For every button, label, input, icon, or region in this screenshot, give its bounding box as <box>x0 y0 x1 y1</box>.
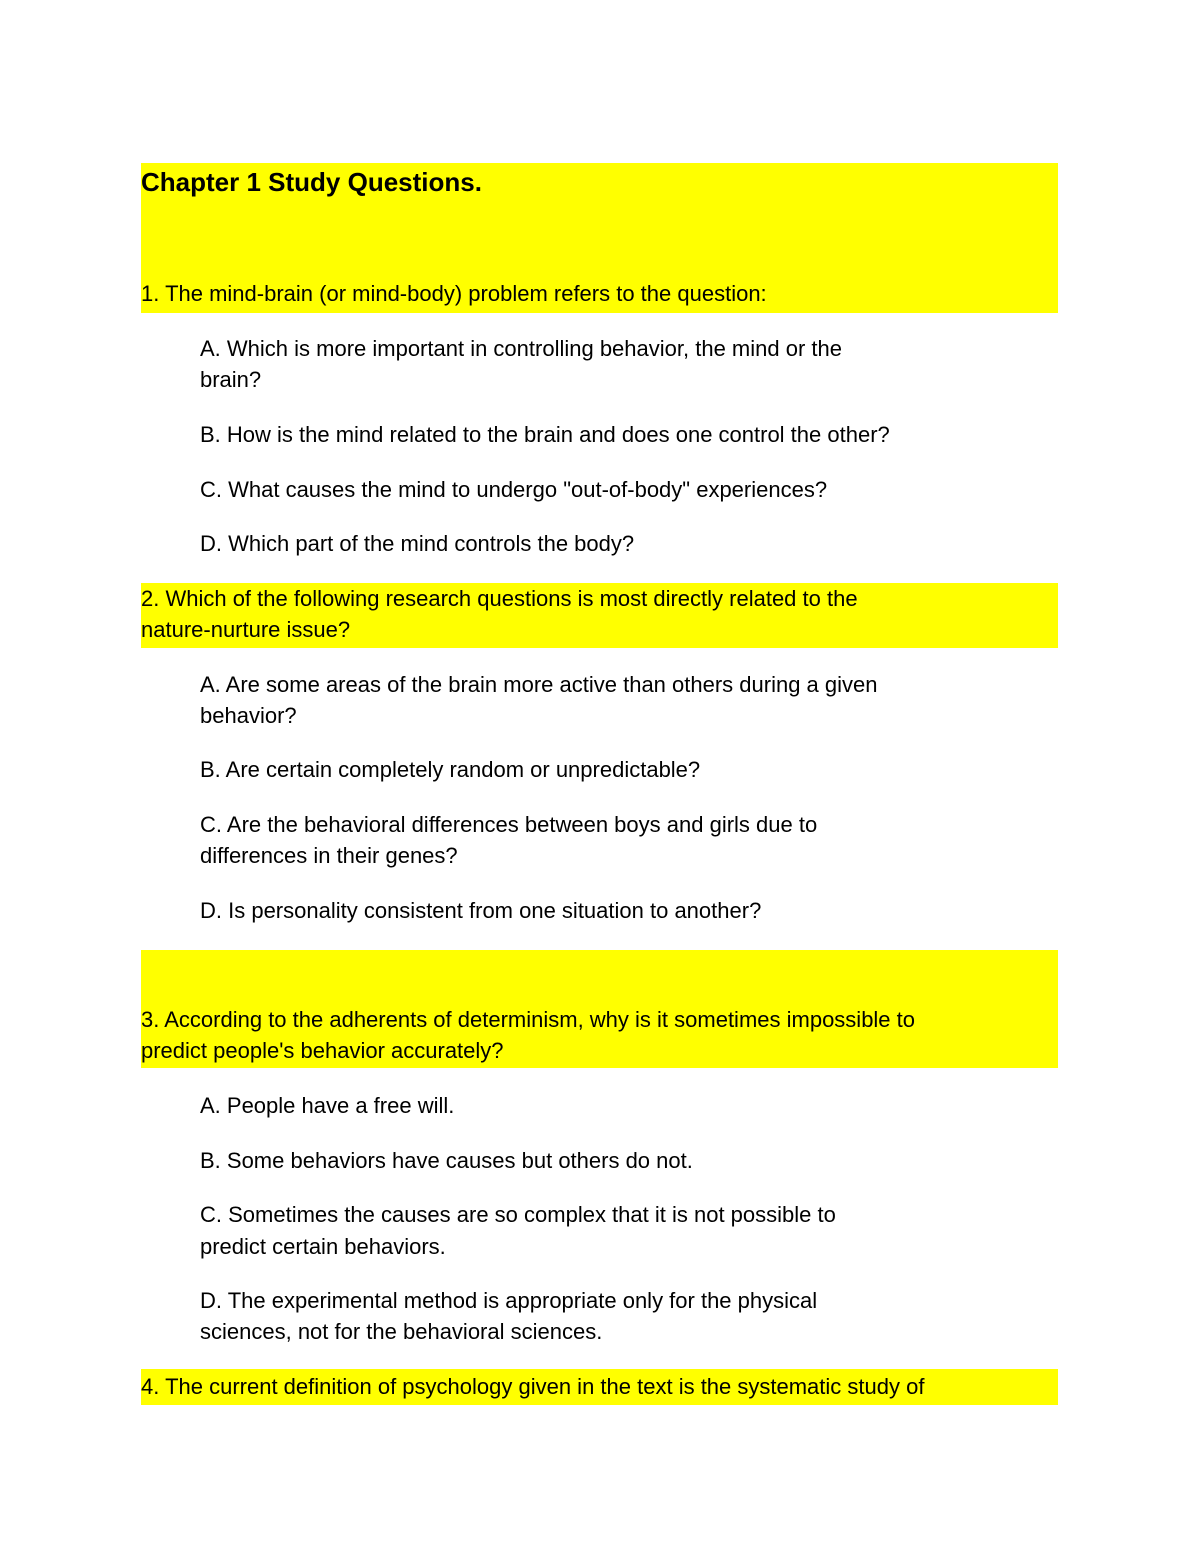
question-1-option-b: B. How is the mind related to the brain and does one control the other? <box>200 422 890 447</box>
question-1-option-d: D. Which part of the mind controls the body? <box>200 531 635 556</box>
question-2-stem: 2. Which of the following research questions is most directly related to the <box>141 586 858 611</box>
question-1-option-c: C. What causes the mind to undergo "out-of-body" experiences? <box>200 477 828 502</box>
question-2-option-c: C. Are the behavioral differences between boys and girls due to <box>200 812 818 837</box>
question-3-option-d-cont: sciences, not for the behavioral sciences. <box>200 1319 603 1344</box>
question-2-option-d: D. Is personality consistent from one situation to another? <box>200 898 762 923</box>
question-1-stem: 1. The mind-brain (or mind-body) problem refers to the question: <box>141 281 767 306</box>
question-1-option-a: A. Which is more important in controlling behavior, the mind or the <box>200 336 842 361</box>
question-3-stem-cont: predict people's behavior accurately? <box>141 1038 504 1063</box>
question-4-stem: 4. The current definition of psychology given in the text is the systematic study of <box>141 1374 925 1399</box>
question-3-option-c-cont: predict certain behaviors. <box>200 1234 446 1259</box>
question-3-option-c: C. Sometimes the causes are so complex that it is not possible to <box>200 1202 836 1227</box>
question-2-option-a: A. Are some areas of the brain more active than others during a given <box>200 672 878 697</box>
question-3-option-a: A. People have a free will. <box>200 1093 455 1118</box>
question-3-option-d: D. The experimental method is appropriate only for the physical <box>200 1288 818 1313</box>
question-2-option-a-cont: behavior? <box>200 703 297 728</box>
question-2-option-b: B. Are certain completely random or unpredictable? <box>200 757 701 782</box>
page-title: Chapter 1 Study Questions. <box>141 167 482 197</box>
question-3-stem: 3. According to the adherents of determinism, why is it sometimes impossible to <box>141 1007 916 1032</box>
question-2-option-c-cont: differences in their genes? <box>200 843 458 868</box>
question-3-option-b: B. Some behaviors have causes but others do not. <box>200 1148 693 1173</box>
question-1-option-a-cont: brain? <box>200 367 262 392</box>
question-2-stem-cont: nature-nurture issue? <box>141 617 351 642</box>
